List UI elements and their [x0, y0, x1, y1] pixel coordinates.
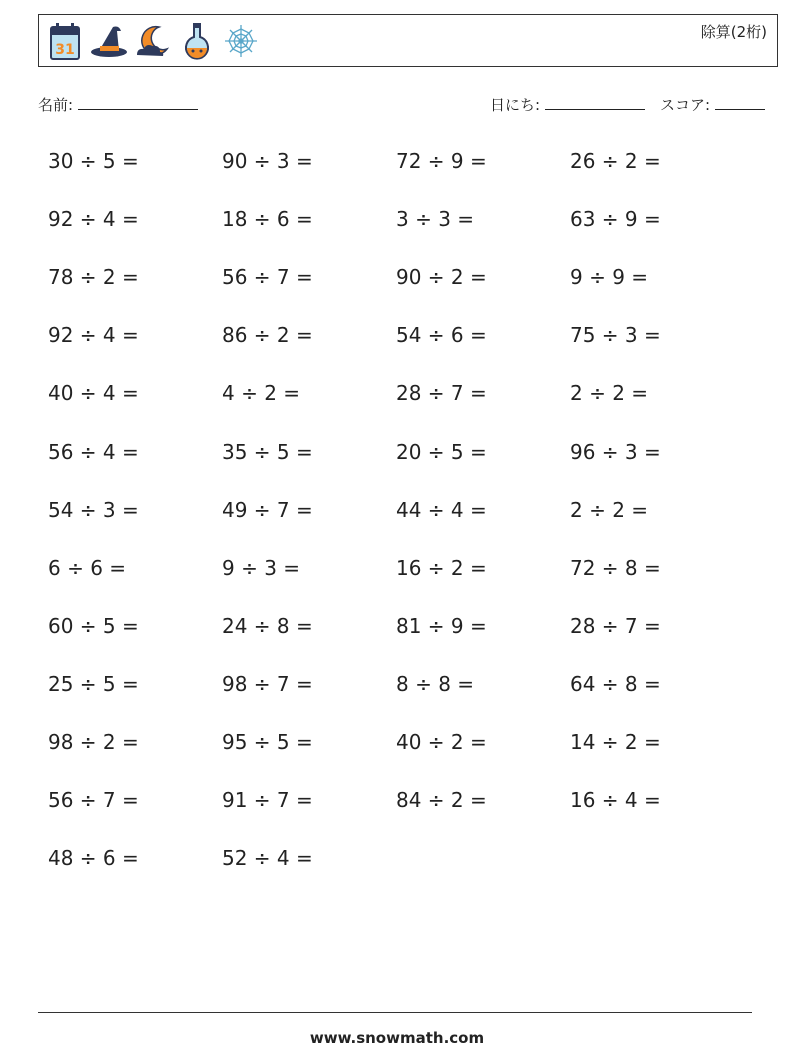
division-problem: 56 ÷ 7 = [48, 788, 139, 813]
division-problem: 98 ÷ 2 = [48, 730, 139, 754]
division-problem: 16 ÷ 2 = [396, 555, 487, 580]
division-problem: 92 ÷ 4 = [48, 207, 139, 232]
date-field [490, 94, 645, 115]
division-problem: 30 ÷ 5 = [48, 149, 139, 173]
date-blank[interactable] [545, 94, 645, 110]
potion-flask-icon [177, 19, 217, 63]
division-problem: 3 ÷ 3 = [396, 207, 475, 232]
score-blank[interactable] [715, 94, 765, 110]
division-problem: 49 ÷ 7 = [222, 497, 313, 522]
header-icons [45, 19, 261, 63]
spider-web-icon [221, 19, 261, 63]
footer-divider [38, 1012, 752, 1013]
division-problem: 28 ÷ 7 = [396, 381, 487, 406]
crescent-moon-cloud-icon [133, 19, 173, 63]
division-problem: 92 ÷ 4 = [48, 323, 139, 348]
division-problem: 2 ÷ 2 = [570, 497, 649, 522]
division-problem: 81 ÷ 9 = [396, 613, 487, 638]
division-problem: 2 ÷ 2 = [570, 381, 649, 406]
division-problem: 8 ÷ 8 = [396, 671, 475, 696]
division-problem: 91 ÷ 7 = [222, 788, 313, 813]
name-label: 名前: [38, 96, 74, 114]
division-problem: 78 ÷ 2 = [48, 265, 139, 290]
division-problem: 14 ÷ 2 = [570, 730, 661, 754]
name-blank[interactable] [78, 94, 198, 110]
witch-hat-icon [89, 19, 129, 63]
division-problem: 96 ÷ 3 = [570, 439, 661, 464]
name-field [38, 94, 198, 115]
division-problem: 40 ÷ 4 = [48, 381, 139, 406]
division-problem: 6 ÷ 6 = [48, 555, 127, 580]
division-problem: 64 ÷ 8 = [570, 671, 661, 696]
division-problem: 25 ÷ 5 = [48, 671, 139, 696]
division-problem: 9 ÷ 3 = [222, 555, 301, 580]
score-label: スコア: [660, 96, 711, 114]
footer-url: www.snowmath.com [309, 1029, 485, 1047]
division-problem: 84 ÷ 2 = [396, 788, 487, 813]
division-problem: 44 ÷ 4 = [396, 497, 487, 522]
division-problem: 18 ÷ 6 = [222, 207, 313, 232]
division-problem: 24 ÷ 8 = [222, 613, 313, 638]
division-problem: 63 ÷ 9 = [570, 207, 661, 232]
division-problem: 48 ÷ 6 = [48, 846, 139, 871]
division-problem: 40 ÷ 2 = [396, 730, 487, 754]
division-problem: 95 ÷ 5 = [222, 730, 313, 754]
worksheet-header [38, 14, 778, 67]
division-problem: 20 ÷ 5 = [396, 439, 487, 464]
division-problem: 56 ÷ 4 = [48, 439, 139, 464]
date-label: 日にち: [490, 96, 541, 114]
division-problem: 72 ÷ 9 = [396, 149, 487, 173]
division-problem: 72 ÷ 8 = [570, 555, 661, 580]
svg-text:31: 31 [55, 42, 75, 58]
worksheet-title: 除算(2桁) [700, 23, 767, 41]
division-problem: 56 ÷ 7 = [222, 265, 313, 290]
division-problem: 26 ÷ 2 = [570, 149, 661, 173]
division-problem: 4 ÷ 2 = [222, 381, 301, 406]
calendar-oct-31-icon [45, 19, 85, 63]
division-problem: 98 ÷ 7 = [222, 671, 313, 696]
division-problem: 60 ÷ 5 = [48, 613, 139, 638]
division-problem: 90 ÷ 2 = [396, 265, 487, 290]
division-problem: 54 ÷ 3 = [48, 497, 139, 522]
division-problem: 35 ÷ 5 = [222, 439, 313, 464]
division-problem: 75 ÷ 3 = [570, 323, 661, 348]
division-problem: 52 ÷ 4 = [222, 846, 313, 871]
score-field [660, 94, 765, 115]
division-problem: 90 ÷ 3 = [222, 149, 313, 173]
division-problem: 9 ÷ 9 = [570, 265, 649, 290]
division-problem: 86 ÷ 2 = [222, 323, 313, 348]
division-problem: 54 ÷ 6 = [396, 323, 487, 348]
division-problem: 28 ÷ 7 = [570, 613, 661, 638]
division-problem: 16 ÷ 4 = [570, 788, 661, 813]
